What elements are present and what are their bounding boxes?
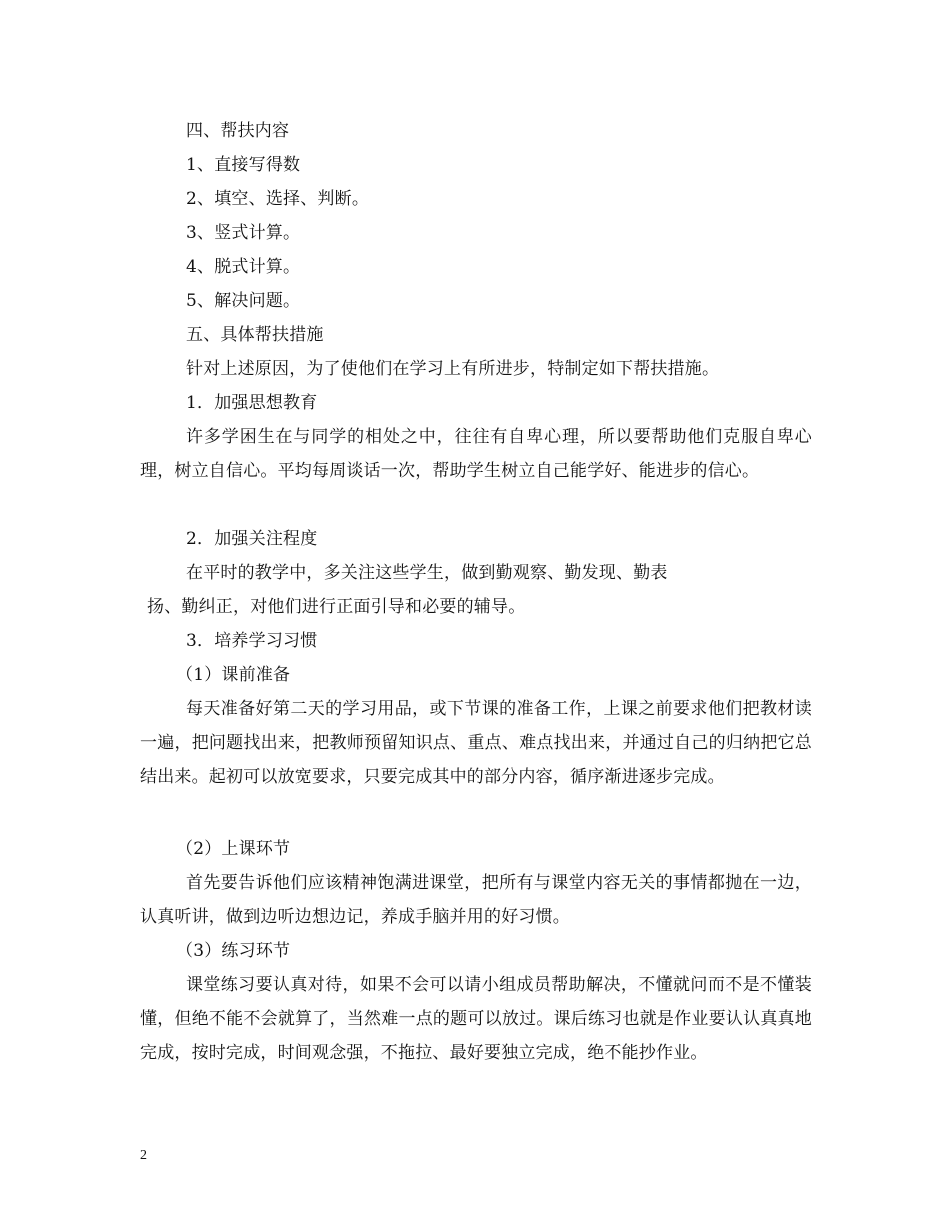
subsection-3-title: （3）练习环节 (176, 941, 291, 961)
subsection-1-paragraph: 每天准备好第二天的学习用品，或下节课的准备工作，上课之前要求他们把教材读一遍，把问题找出来，把教师预留知识点、重点、难点找出来，并通过自己的归纳把它总结出来。起初可以放宽要求，只要完成其中的部分内容，循序渐进逐步完成。 (140, 699, 812, 787)
page-number: 2 (140, 1148, 147, 1163)
measure-2-line-1: 在平时的教学中，多关注这些学生，做到勤观察、勤发现、勤表 (186, 563, 668, 583)
subsection-2-paragraph: 首先要告诉他们应该精神饱满进课堂，把所有与课堂内容无关的事情都抛在一边，认真听讲，做到边听边想边记，养成手脑并用的好习惯。 (140, 873, 812, 927)
list-item: 5、解决问题。 (186, 291, 301, 311)
measure-2-line-2: 扬、勤纠正，对他们进行正面引导和必要的辅导。 (147, 597, 526, 617)
list-item: 3、竖式计算。 (186, 223, 301, 243)
list-item: 2、填空、选择、判断。 (186, 189, 370, 209)
subsection-2-title: （2）上课环节 (176, 839, 291, 859)
subsection-3-paragraph: 课堂练习要认真对待，如果不会可以请小组成员帮助解决，不懂就问而不是不懂装懂，但绝不能不会就算了，当然难一点的题可以放过。课后练习也就是作业要认认真真地完成，按时完成，时间观念强，不拖拉、最好要独立完成，绝不能抄作业。 (140, 975, 812, 1063)
list-item: 1、直接写得数 (186, 155, 301, 175)
list-item: 4、脱式计算。 (186, 257, 301, 277)
section-five-title: 五、具体帮扶措施 (186, 325, 324, 345)
measure-1-title: 1．加强思想教育 (186, 393, 318, 413)
section-five-intro: 针对上述原因，为了使他们在学习上有所进步，特制定如下帮扶措施。 (186, 359, 720, 379)
measure-1-paragraph: 许多学困生在与同学的相处之中，往往有自卑心理，所以要帮助他们克服自卑心理，树立自信心。平均每周谈话一次，帮助学生树立自己能学好、能进步的信心。 (140, 427, 812, 481)
measure-2-title: 2．加强关注程度 (186, 529, 318, 549)
measure-3-title: 3．培养学习习惯 (186, 631, 318, 651)
section-four-title: 四、帮扶内容 (186, 121, 290, 141)
subsection-1-title: （1）课前准备 (176, 665, 291, 685)
